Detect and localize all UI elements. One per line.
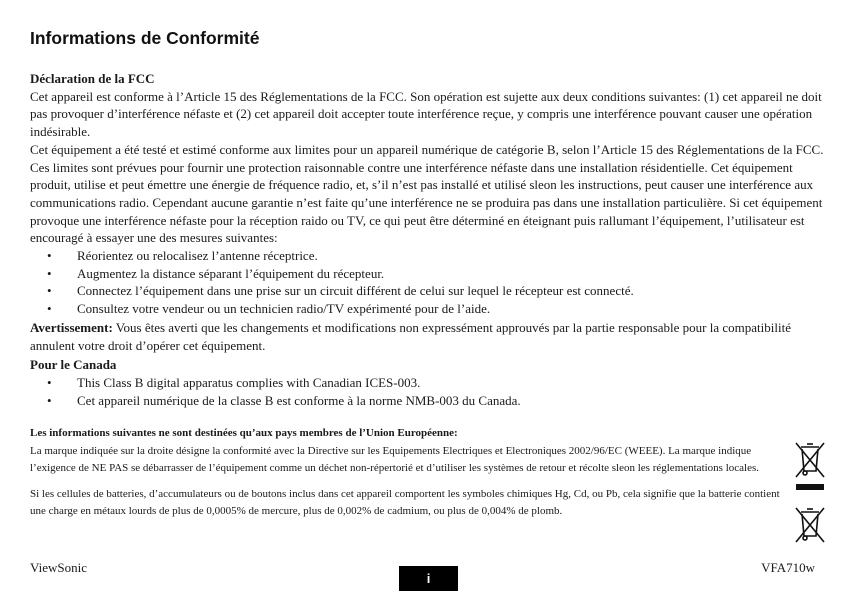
footer-brand: ViewSonic <box>30 560 87 575</box>
list-item: • Augmentez la distance séparant l’équipement du récepteur. <box>47 265 385 281</box>
battery-paragraph: Si les cellules de batteries, d’accumulateurs ou de boutons inclus dans cet appareil comportent les symboles chimiques Hg, Cd, ou Pb, cela signifie que la batterie contient une charge en métaux lourds de plus de 0,0005% de mercure, plus de 0,002% de cadmium, ou plus de 0,004% de plomb. <box>30 487 780 517</box>
eu-section <box>30 425 820 521</box>
list-item: • This Class B digital apparatus complies with Canadian ICES-003. <box>47 374 421 390</box>
page-title: Informations de Conformité <box>30 28 260 48</box>
canada-bullet-list <box>30 374 830 409</box>
footer-model: VFA710w <box>761 560 815 575</box>
bullet-marker: • <box>47 392 52 408</box>
warning-paragraph <box>30 319 830 354</box>
canada-heading: Pour le Canada <box>30 357 117 373</box>
page-number: i <box>399 566 458 591</box>
crossed-bin-icon <box>792 440 828 492</box>
bullet-marker: • <box>47 301 52 317</box>
bullet-marker: • <box>47 248 52 264</box>
fcc-bullet-list <box>30 247 830 318</box>
bullet-marker: • <box>47 374 52 390</box>
warning-text: Vous êtes averti que les changements et modifications non expressément approuvés par la partie responsable pour la compatibilité annulent votre droit d’opérer cet équipement. <box>30 319 791 353</box>
eu-heading: Les informations suivantes ne sont destinées qu’aux pays membres de l’Union Européenne: <box>30 427 458 439</box>
crossed-bin-icon <box>792 505 828 545</box>
warning-label: Avertissement: <box>30 319 113 335</box>
list-item: • Consultez votre vendeur ou un technicien radio/TV expérimenté pour de l’aide. <box>47 301 491 317</box>
list-item: • Réorientez ou relocalisez l’antenne réceptrice. <box>47 248 318 264</box>
fcc-heading: Déclaration de la FCC <box>30 71 155 86</box>
fcc-paragraph-1: Cet appareil est conforme à l’Article 15 des Réglementations de la FCC. Son opération est sujette aux deux conditions suivantes: (1) cet appareil ne doit pas provoquer d’interférence néfaste et (2) cet appareil doit accepter toute interférence reçue, y compris une interférence pouvant causer une opération indésirable. <box>30 88 822 140</box>
bullet-marker: • <box>47 265 52 281</box>
bullet-marker: • <box>47 283 52 299</box>
weee-paragraph: La marque indiquée sur la droite désigne la conformité avec la Directive sur les Equipements Electriques et Electroniques 2002/96/EC (WEEE). La marque indique l’exigence de NE PAS se débarrasser de l’équipement comme un déchet non-répertorié et d’utiliser les systèmes de retour et récolte sleon les réglementations locales. <box>30 444 760 474</box>
list-item: • Cet appareil numérique de la classe B est conforme à la norme NMB-003 du Canada. <box>47 392 521 408</box>
fcc-paragraph-2: Cet équipement a été testé et estimé conforme aux limites pour un appareil numérique de catégorie B, selon l’Article 15 des Réglementations de la FCC. Ces limites sont prévues pour fournir une protection raisonnable contre une interférence néfaste dans une installation résidentielle. Cet équipement produit, utilise et peut émettre une énergie de fréquence radio, et, s’il n’est pas installé et utilisé sleon les instructions, peut causer une interférence aux communications radio. Cependant aucune garantie n’est faite qu’une interférence ne se produira pas dans une installation particulière. Si cet équipement provoque une interférence néfaste pour la réception raido ou TV, ce qui peut être déterminé en éteignant puis rallumant l’équipement, l’utilisateur est encouragé à essayer une des mesures suivantes: <box>30 141 824 246</box>
list-item: • Connectez l’équipement dans une prise sur un circuit différent de celui sur lequel le récepteur est connecté. <box>47 283 634 299</box>
main-content <box>30 70 830 409</box>
